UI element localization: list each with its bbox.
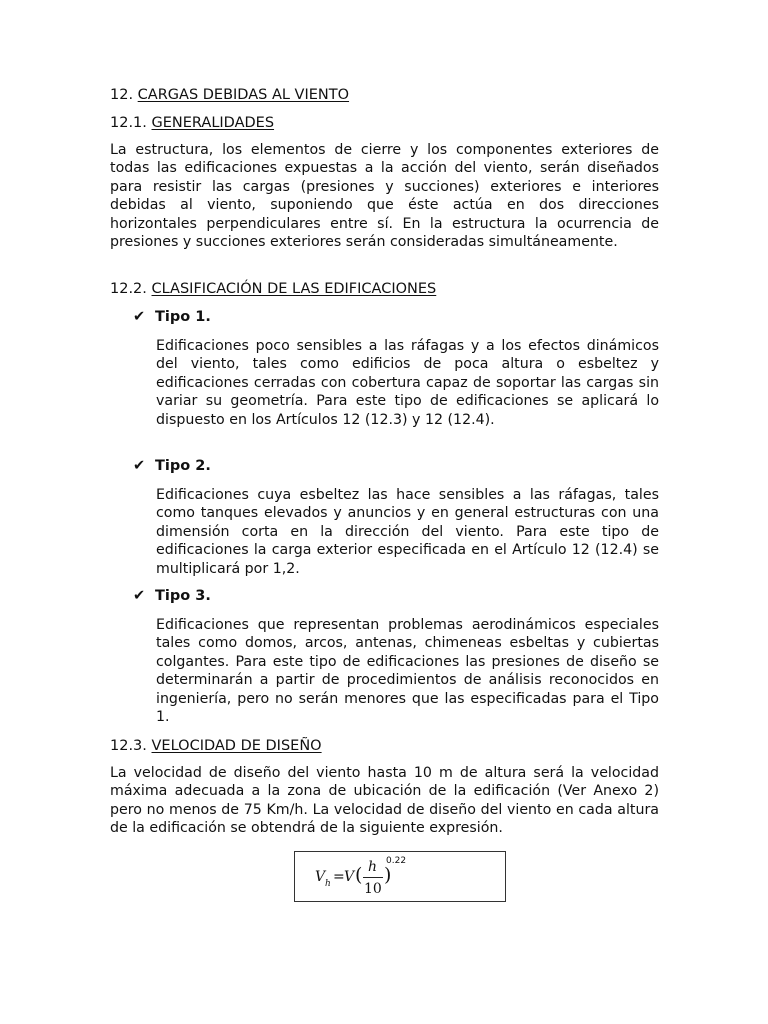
- checkmark-icon: ✔: [133, 458, 146, 474]
- section-number: 12.3.: [110, 738, 147, 754]
- formula-lhs-subscript: h: [325, 879, 331, 889]
- tipo-1-heading: [133, 308, 211, 326]
- formula-equals: =: [333, 869, 345, 885]
- section-title: CLASIFICACIÓN DE LAS EDIFICACIONES: [151, 281, 437, 297]
- formula-left-paren: (: [355, 864, 363, 886]
- section-title: GENERALIDADES: [151, 115, 275, 131]
- formula-box: [294, 851, 506, 902]
- section-heading-12-3: [110, 737, 322, 755]
- section-heading-12-2: [110, 280, 436, 298]
- section-heading-12: [110, 86, 349, 104]
- section-number: 12.2.: [110, 281, 147, 297]
- formula-exponent: 0.22: [386, 856, 407, 866]
- checkmark-icon: ✔: [133, 309, 146, 325]
- tipo-3-paragraph: Edificaciones que representan problemas aerodinámicos especiales tales como domos, arcos, antenas, chimeneas esbeltas y cubiertas colgantes. Para este tipo de edificaciones las presiones de diseño se determinarán a partir de procedimientos de análisis reconocidos en ingeniería, pero no serán menores que las especificadas para el Tipo 1.: [156, 617, 659, 726]
- tipo-label: Tipo 2.: [155, 458, 211, 474]
- section-title: VELOCIDAD DE DISEÑO: [151, 738, 322, 754]
- tipo-label: Tipo 1.: [155, 309, 211, 325]
- section-title: CARGAS DEBIDAS AL VIENTO: [137, 87, 350, 103]
- fraction-bar: [363, 877, 383, 878]
- tipo-2-heading: [133, 457, 211, 475]
- tipo-1-paragraph: Edificaciones poco sensibles a las ráfagas y a los efectos dinámicos del viento, tales como edificios de poca altura o esbeltez y edificaciones cerradas con cobertura capaz de soportar las cargas sin variar su geometría. Para este tipo de edificaciones se aplicará lo dispuesto en los Artículos 12 (12.3) y 12 (12.4).: [156, 338, 659, 428]
- checkmark-icon: ✔: [133, 588, 146, 604]
- formula-numerator: h: [368, 859, 378, 875]
- formula-denominator: 10: [364, 881, 382, 897]
- tipo-2-paragraph: Edificaciones cuya esbeltez las hace sensibles a las ráfagas, tales como tanques elevados y anuncios y en general estructuras con una dimensión corta en la dirección del viento. Para este tipo de edificaciones la carga exterior especificada en el Artículo 12 (12.4) se multiplicará por 1,2.: [156, 487, 659, 577]
- tipo-label: Tipo 3.: [155, 588, 211, 604]
- section-number: 12.: [110, 87, 134, 103]
- velocidad-paragraph: La velocidad de diseño del viento hasta 10 m de altura será la velocidad máxima adecuada a la zona de ubicación de la edificación (Ver Anexo 2) pero no menos de 75 Km/h. La velocidad de diseño del viento en cada altura de la edificación se obtendrá de la siguiente expresión.: [110, 765, 659, 837]
- formula-right-paren: ): [384, 864, 392, 886]
- tipo-3-heading: [133, 587, 211, 605]
- generalidades-paragraph: La estructura, los elementos de cierre y los componentes exteriores de todas las edificaciones expuestas a la acción del viento, serán diseñados para resistir las cargas (presiones y succiones) exteriores e interiores debidas al viento, suponiendo que éste actúa en dos direcciones horizontales perpendiculares entre sí. En la estructura la ocurrencia de presiones y succiones exteriores serán consideradas simultáneamente.: [110, 142, 659, 251]
- section-number: 12.1.: [110, 115, 147, 131]
- section-heading-12-1: [110, 114, 274, 132]
- formula-lhs: V: [315, 869, 326, 885]
- formula-rhs: V: [344, 869, 355, 885]
